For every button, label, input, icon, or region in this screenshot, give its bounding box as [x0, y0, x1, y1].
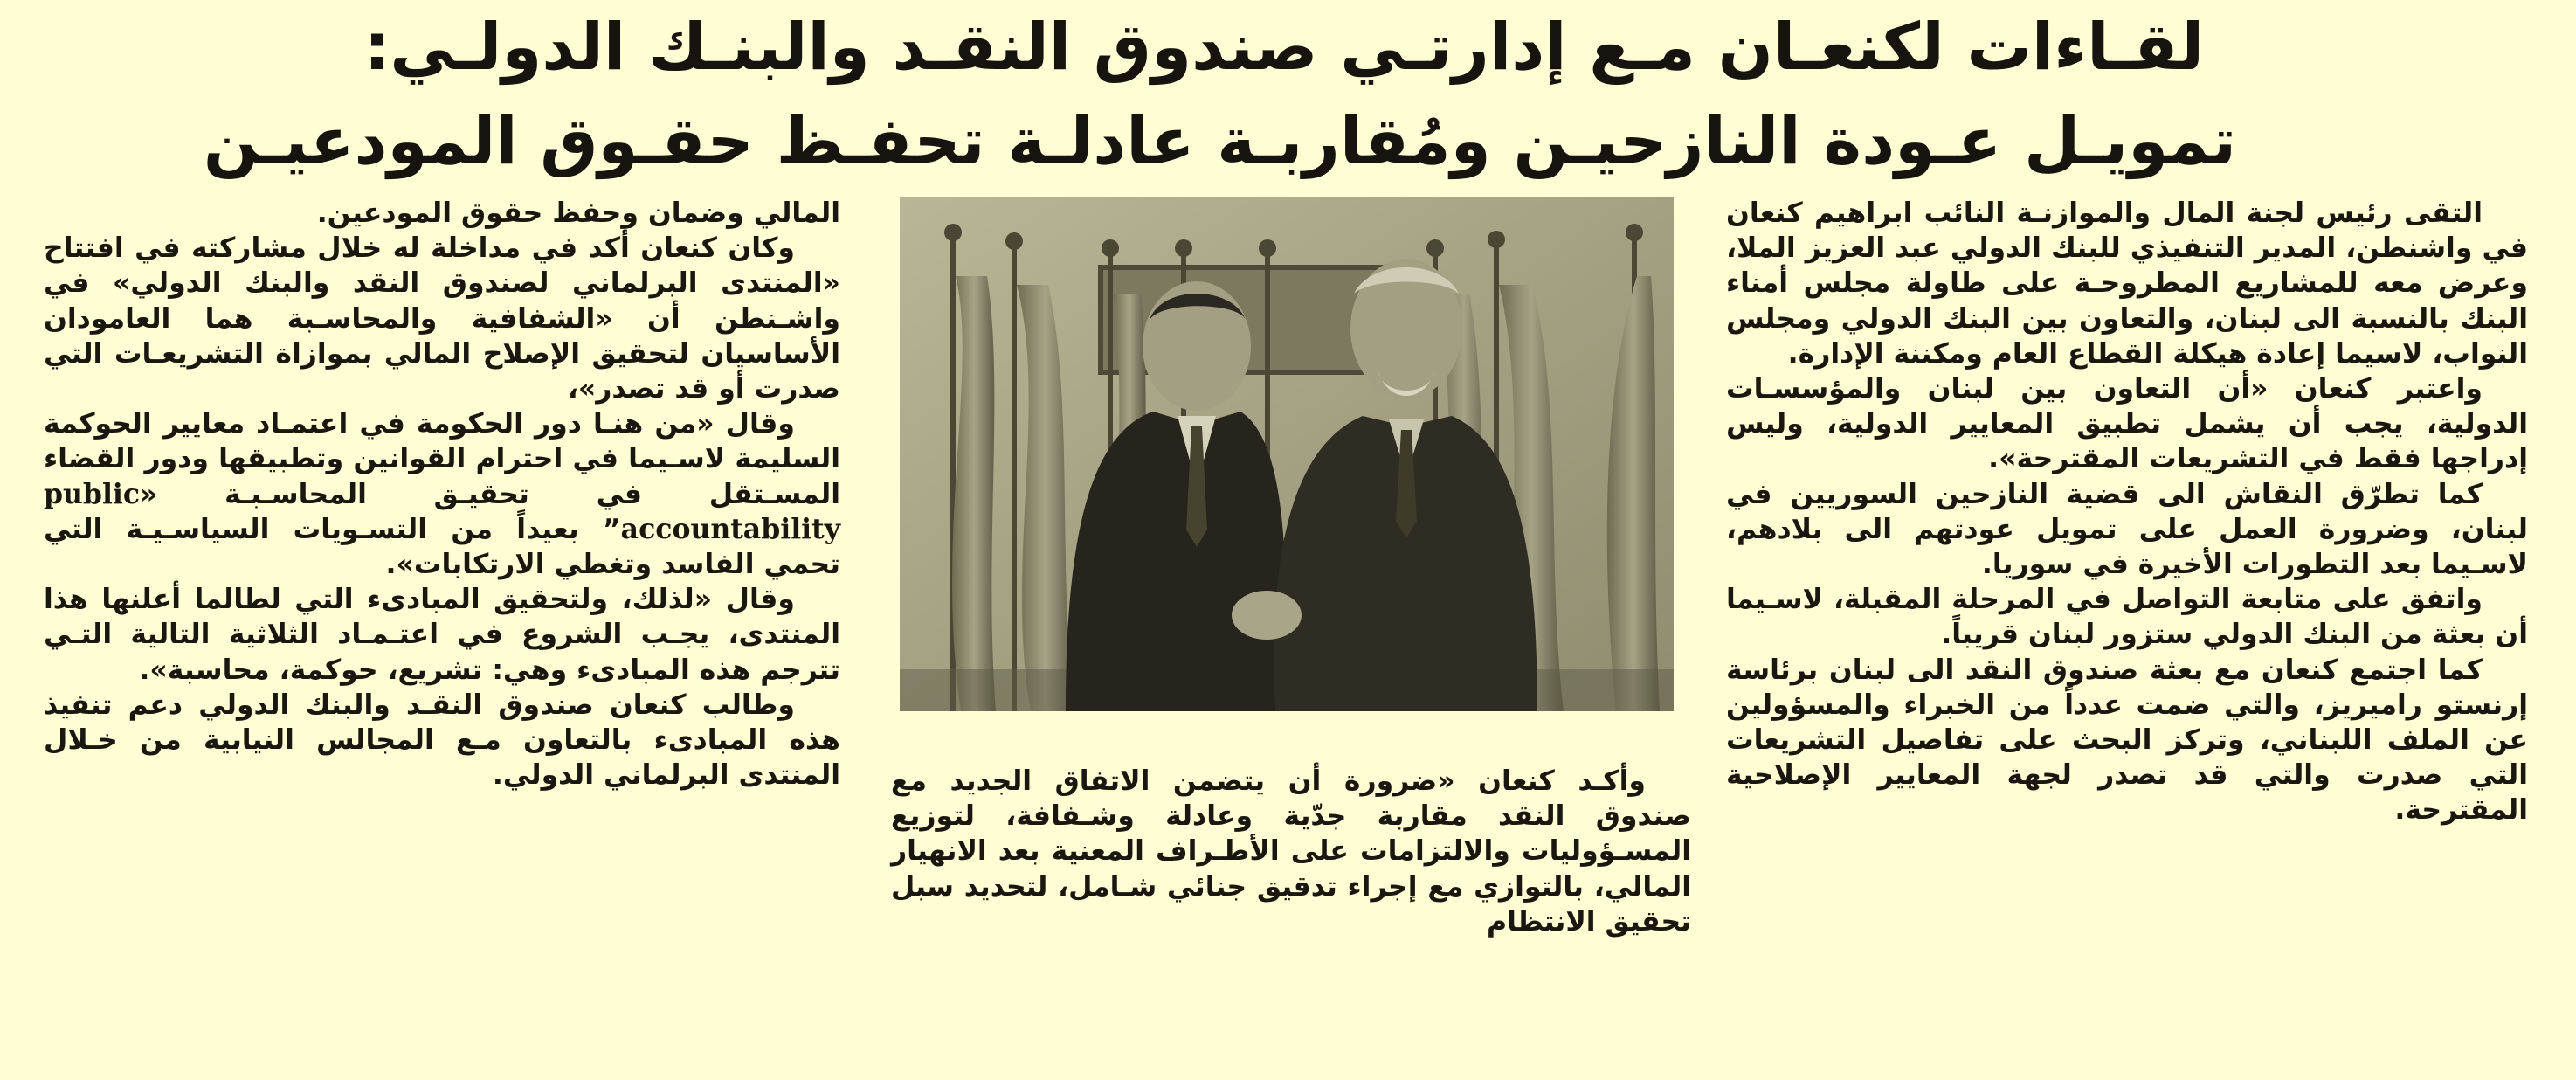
article-column-middle [891, 764, 1691, 939]
paragraph: وطالب كنعان صندوق النقـد والبنك الدولي دعم تنفيذ هذه المبادىء بالتعاون مـع المجالس النيابية من خـلال المنتدى البرلماني الدولي. [44, 689, 840, 792]
article-column-left [44, 196, 840, 793]
headline-line-1: لقـاءات لكنعـان مـع إدارتـي صندوق النقـد والبنـك الدولـي: [363, 10, 2205, 85]
paragraph: واعتبر كنعان «أن التعاون بين لبنان والمؤسسـات الدولية، يجب أن يشمل تطبيق المعايير الدولية، وليس إدراجها فقط في التشريعات المقترحة». [1726, 373, 2528, 475]
paragraph: واتفق على متابعة التواصل في المرحلة المقبلة، لاسـيما أن بعثة من البنك الدولي ستزور لبنان قريباً. [1726, 584, 2528, 651]
headline-line-2: تمويـل عـودة النازحيـن ومُقاربـة عادلـة تحفـظ حقـوق المودعيـن [203, 104, 2236, 179]
paragraph: وأكـد كنعان «ضرورة أن يتضمن الاتفاق الجديد مع صندوق النقد مقاربة جدّية وعادلة وشـفافة، لتوزيع المسـؤوليات والالتزامات على الأطـراف المعنية بعد الانهيار المالي، بالتوازي مع إجراء تدقيق جنائي شـامل، لتحديد سبل تحقيق الانتظام [891, 765, 1691, 938]
article-column-right [1726, 196, 2528, 828]
paragraph: وكان كنعان أكد في مداخلة له خلال مشاركته في افتتاح «المنتدى البرلماني لصندوق النقد والبنك الدولي» في واشـنطن أن «الشفافية والمحاسـبة هما العامودان الأساسيان لتحقيق الإصلاح المالي بموازاة التشريعـات التي صدرت أو قد تصدر»، [44, 232, 840, 405]
handshake-photo-icon [900, 197, 1674, 711]
paragraph-text: وقال «من هنـا دور الحكومة في اعتمـاد معايير الحوكمة السليمة لاسـيما في احترام القوانين وتطبيقها ودور القضاء المسـتقل في تحقيـق المحاسـبـة « [44, 408, 840, 510]
article-photo [900, 197, 1674, 711]
paragraph-text: ” بعيداً من التسـويات السياسـيـة التي تحمي الفاسد وتغطي الارتكابات». [44, 513, 840, 581]
paragraph: كما اجتمع كنعان مع بعثة صندوق النقد الى لبنان برئاسة إرنستو راميريز، والتي ضمت عدداً من الخبراء والمسؤولين عن الملف اللبناني، وتركز البحث على تفاصيل التشريعات التي صدرت والتي قد تصدر لجهة المعايير الإصلاحية المقترحة. [1726, 654, 2528, 827]
paragraph: كما تطرّق النقاش الى قضية النازحين السوريين في لبنان، وضرورة العمل على تمويل عودتهم الى بلادهم، لاسـيما بعد التطورات الأخيرة في سوريا. [1726, 478, 2528, 581]
paragraph: وقال «لذلك، ولتحقيق المبادىء التي لطالما أعلنها هذا المنتدى، يجـب الشروع في اعتـمـاد الثلاثية التالية التـي تترجم هذه المبادىء وهي: تشريع، حوكمة، محاسبة». [44, 584, 840, 686]
english-term: public accountability [44, 477, 840, 545]
paragraph [44, 406, 840, 582]
paragraph: التقى رئيس لجنة المال والموازنـة النائب ابراهيم كنعان في واشنطن، المدير التنفيذي للبنك الدولي عبد العزيز الملا، وعرض معه للمشاريع المطروحـة على طاولة مجلس أمناء البنك بالنسبة الى لبنان، والتعاون بين البنك الدولي ومجلس النواب، لاسيما إعادة هيكلة القطاع العام ومكننة الإدارة. [1726, 197, 2528, 370]
paragraph: المالي وضمان وحفظ حقوق المودعين. [316, 197, 840, 229]
